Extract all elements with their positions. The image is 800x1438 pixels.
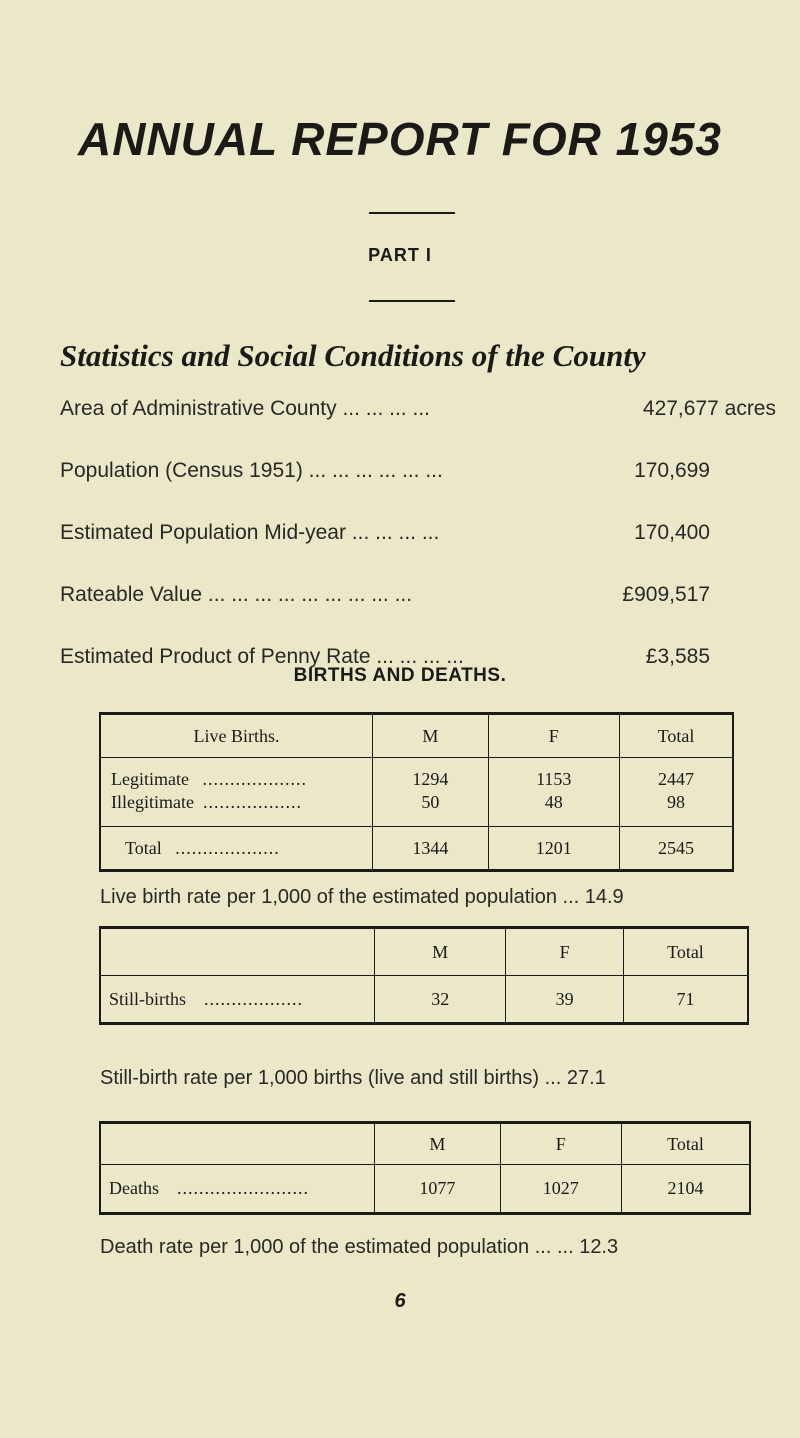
stat-label: Estimated Population Mid-year ... ... ... ... — [60, 521, 440, 544]
row-label-text: Illegitimate — [111, 792, 194, 812]
column-header: M — [375, 1123, 500, 1165]
column-header: M — [374, 928, 505, 976]
column-header: Total — [619, 714, 733, 758]
still-births-table — [99, 926, 749, 1025]
stat-value: £3,585 — [645, 645, 710, 668]
divider-rule — [369, 212, 455, 214]
cell-f: 48 — [488, 791, 619, 827]
stat-label: Population (Census 1951) ... ... ... ... ... ... — [60, 459, 443, 482]
stat-label: Rateable Value ... ... ... ... ... ... ... ... ... — [60, 583, 413, 606]
row-label-text: Still-births — [109, 988, 187, 1009]
stat-value: 170,400 — [634, 521, 710, 544]
row-label-text: Total — [125, 837, 162, 858]
leader-dots: ................... — [202, 769, 307, 789]
cell-f: 1201 — [488, 827, 619, 871]
column-header: Total — [623, 928, 748, 976]
column-header: Live Births. — [100, 714, 373, 758]
row-label — [100, 758, 373, 792]
cell-m: 50 — [373, 791, 488, 827]
divider-rule — [369, 300, 455, 302]
cell-m: 1294 — [373, 758, 488, 792]
table-header-row — [100, 1123, 750, 1165]
table-header-row — [100, 928, 748, 976]
row-label — [100, 827, 373, 871]
table-total-row — [100, 827, 733, 871]
row-label — [100, 791, 373, 827]
row-label — [100, 976, 374, 1024]
county-statistics-list — [60, 397, 776, 707]
part-heading: PART I — [368, 245, 432, 265]
stat-value: 170,699 — [634, 459, 710, 482]
table-header-row — [100, 714, 733, 758]
table-row — [100, 758, 733, 792]
leader-dots: .................. — [202, 792, 302, 812]
cell-total: 2545 — [619, 827, 733, 871]
cell-f: 1153 — [488, 758, 619, 792]
column-header: F — [506, 928, 624, 976]
cell-f: 39 — [506, 976, 624, 1024]
cell-m: 1344 — [373, 827, 488, 871]
report-title: ANNUAL REPORT FOR 1953 — [78, 113, 722, 165]
cell-total: 2104 — [622, 1165, 750, 1214]
leader-dots: .................. — [204, 988, 304, 1009]
stat-row — [60, 521, 770, 583]
leader-dots: ................... — [175, 837, 280, 858]
stat-label: Area of Administrative County ... ... ... ... — [60, 397, 430, 420]
cell-total: 71 — [623, 976, 748, 1024]
cell-f: 1027 — [500, 1165, 621, 1214]
column-header: F — [500, 1123, 621, 1165]
column-header: Total — [622, 1123, 750, 1165]
cell-m: 32 — [374, 976, 505, 1024]
column-header — [100, 928, 374, 976]
stat-row — [60, 397, 776, 459]
row-label — [100, 1165, 375, 1214]
column-header: M — [373, 714, 488, 758]
table-row — [100, 791, 733, 827]
column-header: F — [488, 714, 619, 758]
table-row — [100, 976, 748, 1024]
leader-dots: ........................ — [176, 1178, 309, 1198]
stat-row — [60, 583, 770, 645]
stat-value: £909,517 — [622, 583, 710, 606]
stat-row — [60, 459, 770, 521]
deaths-table — [99, 1121, 751, 1215]
table-row — [100, 1165, 750, 1214]
section-subtitle: Statistics and Social Conditions of the County — [60, 338, 646, 373]
live-births-table — [99, 712, 734, 872]
row-label-text: Legitimate — [111, 769, 189, 789]
death-rate: Death rate per 1,000 of the estimated population ... ... 12.3 — [100, 1236, 619, 1258]
births-deaths-heading: BIRTHS AND DEATHS. — [293, 665, 507, 686]
cell-total: 2447 — [619, 758, 733, 792]
live-birth-rate: Live birth rate per 1,000 of the estimated population ... 14.9 — [100, 886, 624, 908]
row-label-text: Deaths — [109, 1178, 159, 1198]
cell-total: 98 — [619, 791, 733, 827]
cell-m: 1077 — [375, 1165, 500, 1214]
stat-label: Estimated Product of Penny Rate ... ... ... ... — [60, 645, 464, 668]
page-number: 6 — [394, 1290, 406, 1312]
stat-value: 427,677 acres — [642, 397, 776, 420]
still-birth-rate: Still-birth rate per 1,000 births (live and still births) ... 27.1 — [100, 1067, 606, 1089]
column-header — [100, 1123, 375, 1165]
